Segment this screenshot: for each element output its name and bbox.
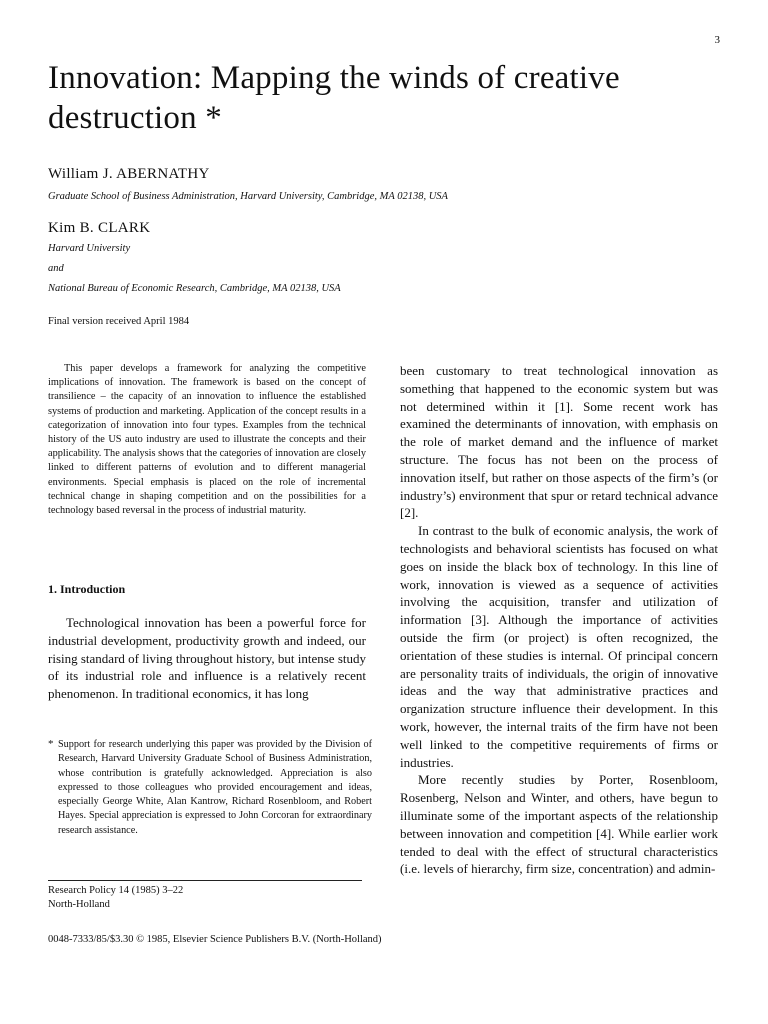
abstract: This paper develops a framework for analyzing the competitive implications of innovation. The framework is based on the concept of transilience – the capacity of an innovation to influence the established systems of production and marketing. Application of the concept results in a categorization of innovation into four types. Examples from the technical history of the US auto industry are used to illustrate the concepts and their applicability. The analysis shows that the categories of innovation are closely linked to different patterns of evolution and to different managerial environments. Special emphasis is placed on the role of incremental technical change in shaping competition and on the possibilities for a technology based reversal in the process of industrial maturity.	[48, 363, 366, 517]
author-name: Kim B. CLARK	[48, 220, 151, 236]
journal-info	[48, 884, 183, 912]
section-heading: 1. Introduction	[48, 582, 126, 596]
body-paragraph: In contrast to the bulk of economic analysis, the work of technologists and behavioral scientists has focused on what goes on inside the black box of technology. In this line of work, innovation is viewed as a sequence of activities involving the acquisition, transfer and utilization of information [3]. Although the importance of activities outside the firm (or project) is often recognized, the orientation of these studies is internal. Of principal concern are personality traits of individuals, the origin of innovative ideas and the way that administrative practices and organization structure influence their development. In this work, however, the internal traits of the firm have not been well linked to the competitive requirements of firms or industries.	[400, 523, 718, 770]
author-affiliation: Graduate School of Business Administration, Harvard University, Cambridge, MA 02138, USA	[48, 191, 448, 202]
affiliation-conjunction: and	[48, 263, 64, 274]
right-column	[400, 362, 718, 878]
footnote-mark: *	[48, 738, 54, 750]
copyright-line: 0048-7333/85/$3.30 © 1985, Elsevier Science Publishers B.V. (North-Holland)	[48, 934, 382, 945]
footnote	[48, 738, 372, 838]
journal-citation: Research Policy 14 (1985) 3–22	[48, 885, 184, 896]
page-number: 3	[714, 34, 720, 46]
author-affiliation: National Bureau of Economic Research, Cambridge, MA 02138, USA	[48, 283, 341, 294]
publisher: North-Holland	[48, 899, 110, 910]
footnote-text: Support for research underlying this paper was provided by the Division of Research, Harvard University Graduate School of Business Administration, whose contribution is gratefully acknowledged. Appreciation is also expressed to those colleagues who provided encouragement and ideas, especially George White, Alan Kantrow, Richard Rosenbloom, and Robert Hayes. Special appreciation is expressed to John Corcoran for extraordinary research assistance.	[58, 739, 372, 836]
footnote-divider	[48, 880, 362, 881]
body-paragraph: More recently studies by Porter, Rosenbloom, Rosenberg, Nelson and Winter, and others, have begun to illuminate some of the important aspects of the relationship between innovation and competition [4]. While earlier work tended to deal with the effect of structural characteristics (i.e. levels of hierarchy, firm size, concentration) and admin-	[400, 772, 718, 877]
paper-title: Innovation: Mapping the winds of creative destruction *	[48, 60, 620, 136]
received-date: Final version received April 1984	[48, 316, 190, 327]
author-affiliation: Harvard University	[48, 243, 131, 254]
intro-paragraph: Technological innovation has been a powerful force for industrial development, productivity growth and indeed, our rising standard of living throughout history, but intense study of its industrial role and influence is a relatively recent phenomenon. In traditional economics, it has long	[48, 615, 366, 702]
body-paragraph: been customary to treat technological innovation as something that happened to the economic system but was not determined within it [1]. Some recent work has examined the determinants of innovation, with emphasis on the role of market demand and the influence of market structure. The focus has not been on the process of innovation itself, but rather on those aspects of the firm’s (or industry’s) environment that spur or retard technical advance [2].	[400, 363, 718, 521]
author-name: William J. ABERNATHY	[48, 166, 210, 182]
